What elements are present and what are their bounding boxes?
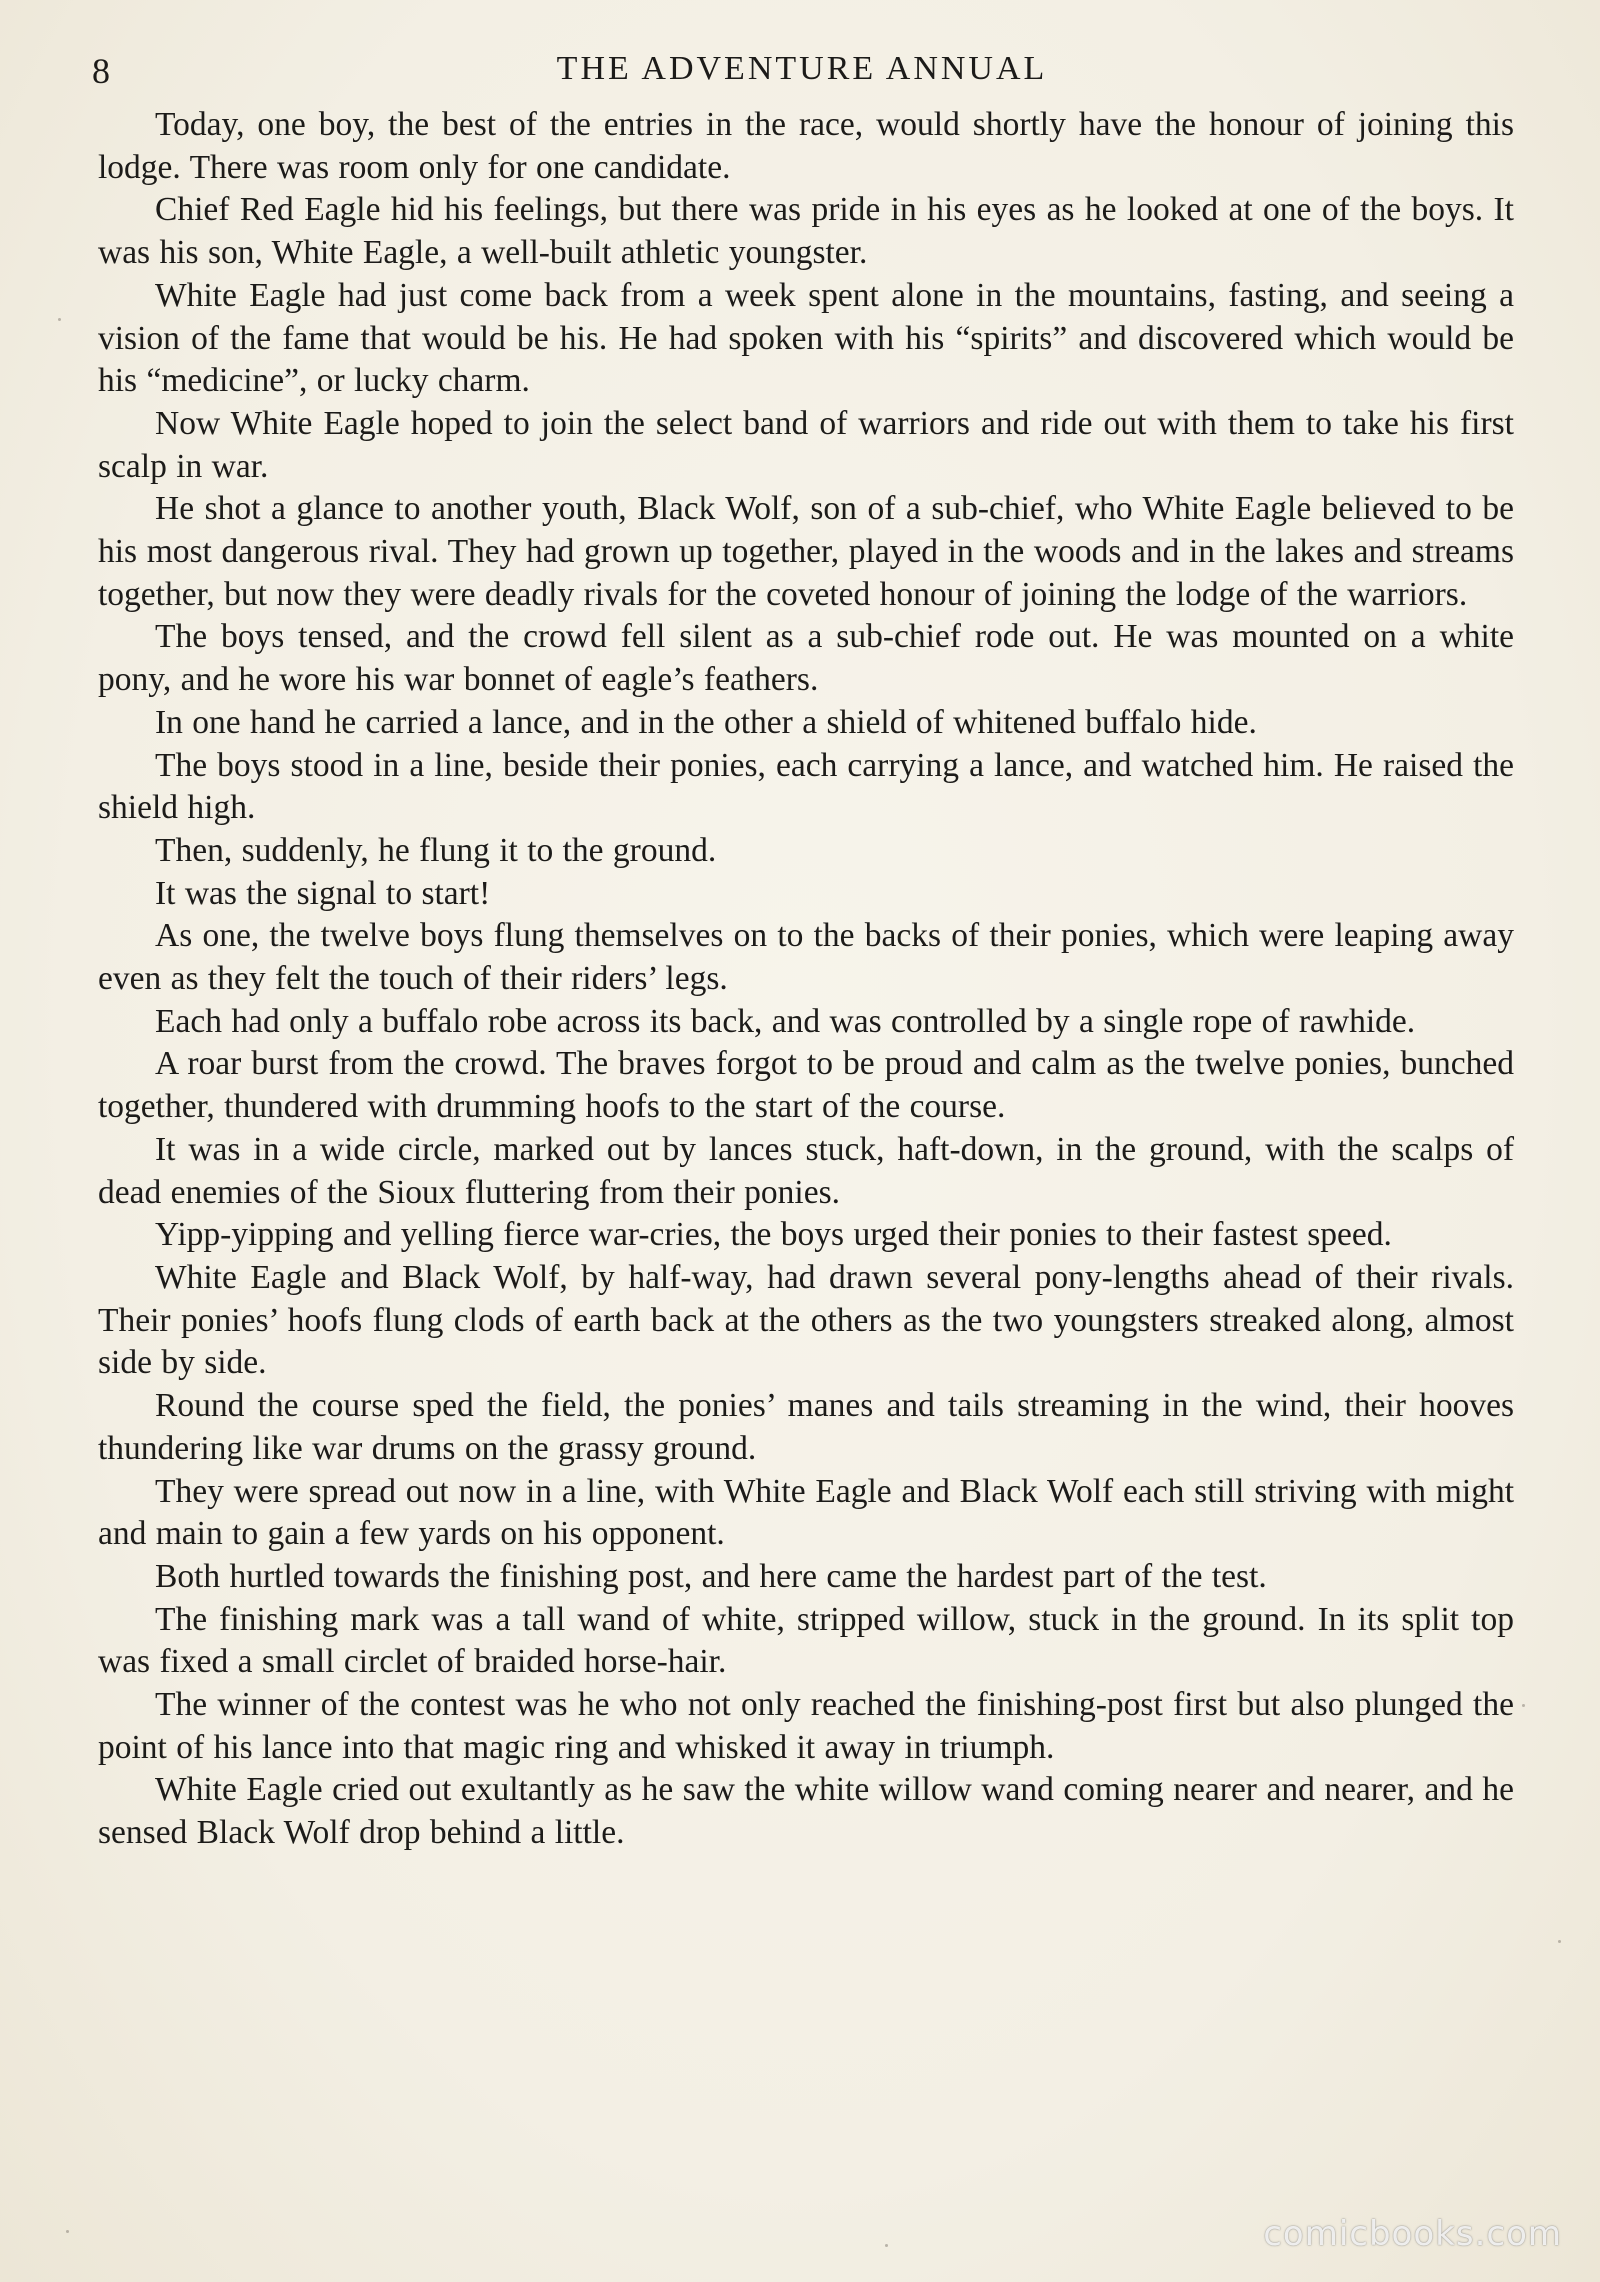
paragraph: Today, one boy, the best of the entries in the race, would shortly have the honour of joining this lodge. There was room only for one candidate. — [98, 106, 1514, 186]
paragraph: The winner of the contest was he who not only reached the finishing-post first but also plunged the point of his lance into that magic ring and whisked it away in triumph. — [98, 1686, 1514, 1766]
paragraph: Now White Eagle hoped to join the select band of warriors and ride out with them to take his first scalp in war. — [98, 404, 1514, 485]
paper-speck — [1558, 1940, 1561, 1943]
paragraph: As one, the twelve boys flung themselves on to the backs of their ponies, which were leaping away even as they felt the touch of their riders’ legs. — [98, 917, 1514, 998]
paragraph: Both hurtled towards the finishing post, and here came the hardest part of the test. — [155, 1557, 1267, 1595]
paragraph: White Eagle had just come back from a week spent alone in the mountains, fasting, and seeing a vision of the fame that would be his. He had spoken with his “spirits” and discovered which would be his “medicine”, or lucky charm. — [98, 276, 1514, 400]
paragraph: The boys tensed, and the crowd fell silent as a sub-chief rode out. He was mounted on a white pony, and he wore his war bonnet of eagle’s feathers. — [98, 618, 1514, 699]
page-header — [92, 50, 1512, 94]
paragraph: He shot a glance to another youth, Black Wolf, son of a sub-chief, who White Eagle believed to be his most dangerous rival. They had grown up together, played in the woods and in the lakes and streams together, but now they were deadly rivals for the coveted honour of joining the lodge of the warriors. — [98, 490, 1514, 613]
paragraph: Chief Red Eagle hid his feelings, but there was pride in his eyes as he looked at one of the boys. It was his son, White Eagle, a well-built athletic youngster. — [98, 191, 1514, 272]
paragraph: Yipp-yipping and yelling fierce war-cries, the boys urged their ponies to their fastest speed. — [155, 1216, 1392, 1254]
paper-speck — [1522, 1704, 1525, 1707]
paragraph: In one hand he carried a lance, and in the other a shield of whitened buffalo hide. — [155, 703, 1257, 741]
watermark: comicbooks.com — [1263, 2214, 1562, 2254]
paper-speck — [58, 318, 61, 321]
paragraph: White Eagle and Black Wolf, by half-way, had drawn several pony-lengths ahead of their rivals. Their ponies’ hoofs flung clods of earth back at the others as the two youngsters streaked along, almost side by side. — [98, 1258, 1514, 1382]
paragraph: The boys stood in a line, beside their ponies, each carrying a lance, and watched him. He raised the shield high. — [98, 746, 1514, 827]
paragraph: They were spread out now in a line, with White Eagle and Black Wolf each still striving with might and main to gain a few yards on his opponent. — [98, 1472, 1514, 1553]
paragraph: Each had only a buffalo robe across its back, and was controlled by a single rope of rawhide. — [155, 1002, 1416, 1040]
story-text — [98, 104, 1514, 1855]
paper-speck — [66, 2230, 69, 2233]
paragraph: Round the course sped the field, the ponies’ manes and tails streaming in the wind, their hooves thundering like war drums on the grassy ground. — [98, 1387, 1514, 1467]
paragraph: The finishing mark was a tall wand of white, stripped willow, stuck in the ground. In its split top was fixed a small circlet of braided horse-hair. — [98, 1600, 1514, 1681]
paper-speck — [885, 2244, 888, 2247]
paragraph: White Eagle cried out exultantly as he saw the white willow wand coming nearer and nearer, and he sensed Black Wolf drop behind a little. — [98, 1771, 1514, 1852]
paragraph: Then, suddenly, he flung it to the ground. — [155, 831, 717, 869]
running-title: THE ADVENTURE ANNUAL — [556, 50, 1048, 87]
page-number: 8 — [92, 51, 111, 91]
paragraph: A roar burst from the crowd. The braves forgot to be proud and calm as the twelve ponies, bunched together, thundered with drumming hoofs to the start of the course. — [98, 1045, 1514, 1126]
paragraph: It was in a wide circle, marked out by lances stuck, haft-down, in the ground, with the scalps of dead enemies of the Sioux fluttering from their ponies. — [98, 1130, 1514, 1211]
paragraph: It was the signal to start! — [155, 874, 491, 912]
